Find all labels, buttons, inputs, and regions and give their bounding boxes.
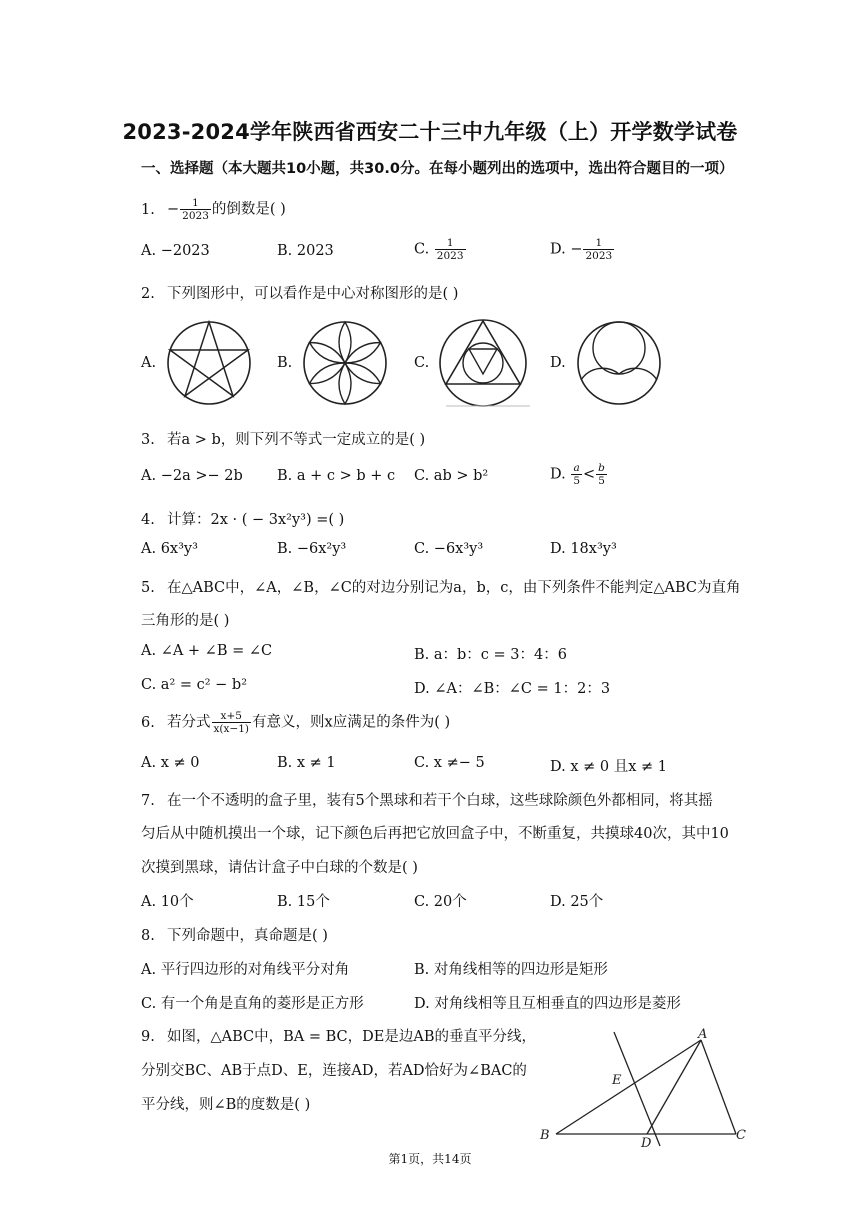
pentagram-circle-figure: [166, 320, 252, 406]
option-b[interactable]: B. x ≠ 1: [277, 755, 336, 771]
question-stem-continued: 平分线，则∠B的度数是( ): [141, 1097, 311, 1113]
option-d[interactable]: D. x ≠ 0 且x ≠ 1: [550, 759, 667, 775]
question-4: [141, 508, 344, 529]
fraction: $\frac{1}{2023}$: [182, 197, 209, 222]
question-stem-continued: 分别交BC、AB于点D、E，连接AD，若AD恰好为∠BAC的: [141, 1063, 527, 1079]
question-number: 6.: [141, 714, 155, 731]
option-b[interactable]: B.: [277, 355, 293, 371]
question-stem-continued: 匀后从中随机摸出一个球，记下颜色后再把它放回盒子中，不断重复，共摸球40次，其中10: [141, 826, 729, 842]
option-d[interactable]: D. $\frac{a}{5}$ < $\frac{b}{5}$: [550, 462, 605, 487]
question-5: [141, 576, 741, 597]
question-number: 8.: [141, 928, 155, 944]
question-stem: 下列命题中，真命题是( ): [167, 928, 328, 944]
question-number: 1.: [141, 201, 155, 218]
question-stem: 在一个不透明的盒子里，装有5个黑球和若干个白球，这些球除颜色外都相同，将其摇: [167, 793, 713, 809]
question-number: 5.: [141, 580, 155, 596]
option-d[interactable]: D.: [550, 355, 566, 371]
option-a[interactable]: A. −2023: [141, 243, 210, 259]
option-b[interactable]: B. 2023: [277, 243, 334, 259]
option-b[interactable]: B. a + c > b + c: [277, 468, 396, 484]
question-1: [141, 197, 286, 222]
question-stem-continued: 次摸到黑球，请估计盒子中白球的个数是( ): [141, 860, 418, 876]
option-d[interactable]: D. 对角线相等且互相垂直的四边形是菱形: [414, 996, 681, 1012]
option-c[interactable]: C. x ≠− 5: [414, 755, 485, 771]
question-stem: 若a > b，则下列不等式一定成立的是( ): [167, 432, 426, 448]
question-9: [141, 1025, 536, 1046]
option-d[interactable]: D. 18x³y³: [550, 541, 617, 557]
option-c[interactable]: C. a² = c² − b²: [141, 677, 248, 693]
option-c[interactable]: C. $\frac{1}{2023}$: [414, 237, 464, 262]
option-d[interactable]: D. − $\frac{1}{2023}$: [550, 237, 613, 262]
option-d[interactable]: D. 25个: [550, 894, 604, 910]
question-number: 2.: [141, 286, 155, 302]
question-number: 9.: [141, 1029, 155, 1045]
question-stem: 的倒数是( ): [211, 201, 286, 218]
option-c[interactable]: C.: [414, 355, 430, 371]
question-stem: 计算：2x · ( − 3x²y³) =( ): [167, 512, 345, 528]
option-a[interactable]: A.: [141, 355, 157, 371]
question-stem: 如图，△ABC中，BA = BC，DE是边AB的垂直平分线，: [167, 1029, 536, 1045]
option-a[interactable]: A. 10个: [141, 894, 194, 910]
minus-sign: −: [167, 201, 180, 218]
option-c[interactable]: C. 20个: [414, 894, 467, 910]
option-a[interactable]: A. x ≠ 0: [141, 755, 200, 771]
option-a[interactable]: A. 平行四边形的对角线平分对角: [141, 962, 350, 978]
triangle-circle-figure: [438, 318, 528, 408]
question-3: [141, 428, 425, 449]
question-8: [141, 924, 328, 945]
option-b[interactable]: B. 15个: [277, 894, 330, 910]
flower-circle-figure: [302, 320, 388, 406]
question-number: 3.: [141, 432, 155, 448]
option-c[interactable]: C. −6x³y³: [414, 541, 484, 557]
three-arc-circle-figure: [576, 320, 662, 406]
option-a[interactable]: A. −2a >− 2b: [141, 468, 243, 484]
option-a[interactable]: A. ∠A + ∠B = ∠C: [141, 643, 273, 659]
option-c[interactable]: C. ab > b²: [414, 468, 489, 484]
page-footer: 第1页，共14页: [388, 1152, 472, 1166]
question-stem: 在△ABC中，∠A，∠B，∠C的对边分别记为a，b，c，由下列条件不能判定△ABC为直角: [167, 580, 741, 596]
section-heading: 一、选择题（本大题共10小题，共30.0分。在每小题列出的选项中，选出符合题目的一项）: [141, 161, 734, 177]
option-b[interactable]: B. −6x²y³: [277, 541, 347, 557]
point-label-d: D: [641, 1136, 652, 1151]
vertex-label-b: B: [540, 1128, 550, 1143]
option-b[interactable]: B. a：b：c = 3：4：6: [414, 647, 567, 663]
page-title: 2023-2024学年陕西省西安二十三中九年级（上）开学数学试卷: [122, 120, 738, 144]
question-stem-continued: 三角形的是( ): [141, 613, 230, 629]
question-number: 4.: [141, 512, 155, 528]
question-6: 6. 若分式 $\frac{x+5}{x(x-1)}$ 有意义，则x应满足的条件为( ): [141, 710, 451, 735]
point-label-e: E: [612, 1073, 622, 1088]
fraction: $\frac{x+5}{x(x-1)}$: [213, 710, 250, 735]
triangle-abc-figure: [536, 1024, 756, 1151]
vertex-label-a: A: [698, 1027, 708, 1042]
question-stem: 下列图形中，可以看作是中心对称图形的是( ): [167, 286, 459, 302]
option-c[interactable]: C. 有一个角是直角的菱形是正方形: [141, 996, 364, 1012]
question-7: [141, 789, 713, 810]
option-a[interactable]: A. 6x³y³: [141, 541, 198, 557]
option-d[interactable]: D. ∠A：∠B：∠C = 1：2：3: [414, 681, 611, 697]
option-b[interactable]: B. 对角线相等的四边形是矩形: [414, 962, 608, 978]
vertex-label-c: C: [736, 1128, 746, 1143]
question-number: 7.: [141, 793, 155, 809]
question-2: [141, 282, 458, 303]
